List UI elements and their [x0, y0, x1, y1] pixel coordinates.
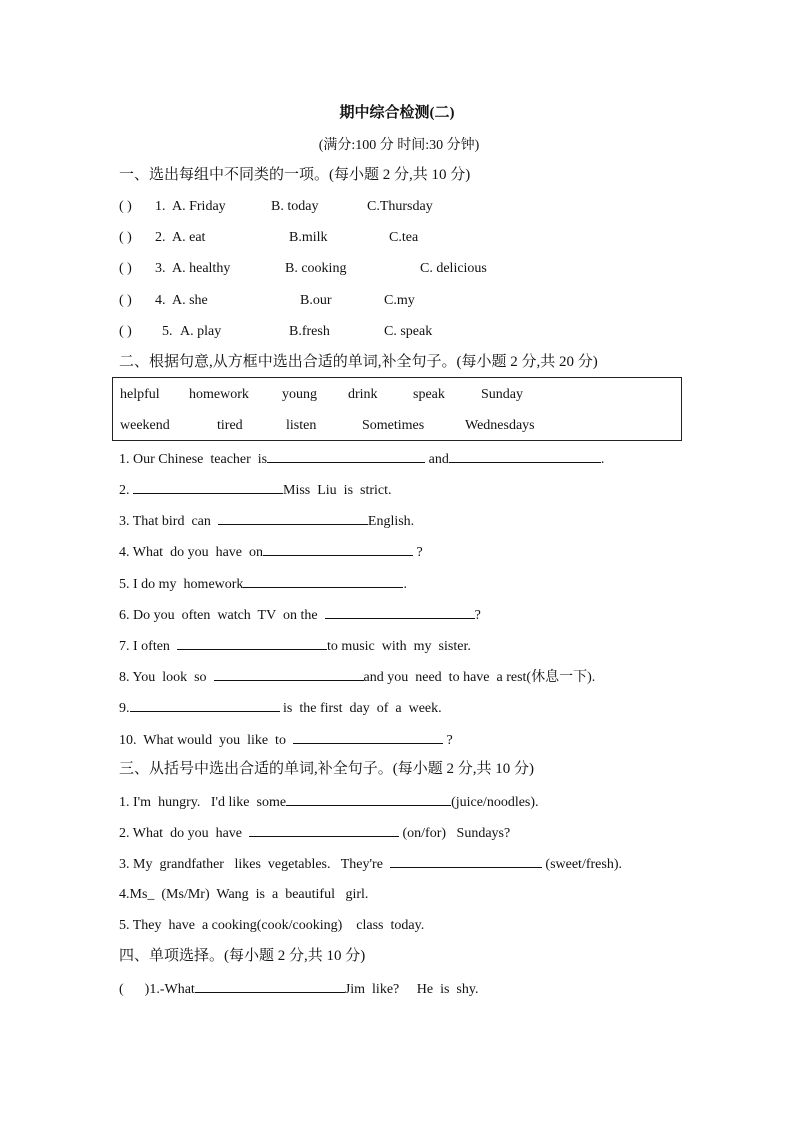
sentence-text: ? — [474, 608, 481, 623]
word-bank-item: homework — [189, 387, 249, 402]
sentence-text: 5. I do my homework — [119, 577, 244, 592]
answer-blank[interactable] — [214, 667, 364, 681]
choice-a: A. she — [172, 293, 208, 308]
section3-heading: 三、从括号中选出合适的单词,补全句子。(每小题 2 分,共 10 分) — [119, 761, 534, 777]
answer-paren[interactable]: ( ) — [119, 199, 132, 214]
answer-blank[interactable] — [133, 480, 283, 494]
answer-paren[interactable]: ( ) — [119, 230, 132, 245]
sentence-text: 9. — [119, 701, 130, 716]
item-number: 1. — [155, 199, 166, 214]
section3-sentence-5: 5. They have a cooking(cook/cooking) class today. — [119, 918, 425, 933]
word-bank-item: tired — [217, 418, 243, 433]
section1-heading: 一、选出每组中不同类的一项。(每小题 2 分,共 10 分) — [119, 167, 471, 183]
sentence-text: 8. You look so — [119, 670, 214, 685]
section2-heading: 二、根据句意,从方框中选出合适的单词,补全句子。(每小题 2 分,共 20 分) — [119, 354, 598, 370]
section3-sentence-3 — [119, 854, 622, 874]
answer-paren[interactable]: ( ) — [119, 293, 132, 308]
item-number: 4. — [155, 293, 166, 308]
answer-paren[interactable]: ( ) — [119, 261, 132, 276]
sentence-text: ? — [413, 545, 423, 560]
choice-b: B.fresh — [289, 324, 330, 339]
answer-blank[interactable] — [390, 854, 542, 868]
word-bank-item: drink — [348, 387, 378, 402]
sentence-text: 3. That bird can — [119, 514, 218, 529]
word-bank-item: young — [282, 387, 317, 402]
sentence-text: and — [425, 452, 449, 467]
section2-sentence-7 — [119, 636, 471, 656]
section2-sentence-2 — [119, 480, 392, 500]
sentence-text: 4. What do you have on — [119, 545, 263, 560]
item-number: 3. — [155, 261, 166, 276]
word-bank-item: speak — [413, 387, 445, 402]
sentence-text: (on/for) Sundays? — [399, 826, 511, 841]
answer-blank[interactable] — [218, 511, 368, 525]
section4-heading: 四、单项选择。(每小题 2 分,共 10 分) — [119, 948, 366, 964]
answer-blank[interactable] — [249, 823, 399, 837]
choice-b: B.our — [300, 293, 332, 308]
answer-blank[interactable] — [325, 605, 475, 619]
word-bank-item: weekend — [120, 418, 170, 433]
section2-sentence-1 — [119, 449, 604, 469]
section3-sentence-1 — [119, 792, 539, 812]
sentence-text: and you need to have a rest(休息一下). — [363, 670, 596, 685]
answer-blank[interactable] — [449, 449, 601, 463]
word-bank-item: Sometimes — [362, 418, 425, 433]
answer-blank[interactable] — [130, 698, 280, 712]
word-bank-box — [112, 377, 682, 441]
choice-c: C. speak — [384, 324, 433, 339]
choice-b: B. cooking — [285, 261, 347, 276]
choice-a: A. eat — [172, 230, 206, 245]
sentence-text: (juice/noodles). — [451, 795, 539, 810]
answer-blank[interactable] — [195, 979, 345, 993]
sentence-text: (sweet/fresh). — [541, 857, 622, 872]
sentence-text: is the first day of a week. — [279, 701, 442, 716]
sentence-text: 3. My grandfather likes vegetables. They're — [119, 857, 390, 872]
word-bank-item: listen — [286, 418, 317, 433]
section2-sentence-4 — [119, 542, 423, 562]
section4-question-1 — [119, 979, 478, 999]
sentence-text: English. — [367, 514, 415, 529]
section3-sentence-2 — [119, 823, 510, 843]
choice-b: B. today — [271, 199, 319, 214]
choice-c: C. delicious — [420, 261, 487, 276]
page-title: 期中综合检测(二) — [339, 105, 455, 121]
choice-b: B.milk — [289, 230, 328, 245]
section3-sentence-4: 4.Ms_ (Ms/Mr) Wang is a beautiful girl. — [119, 887, 369, 902]
sentence-text: 1. Our Chinese teacher is — [119, 452, 268, 467]
question-text: ( )1.-What — [119, 982, 195, 997]
word-bank-item: Wednesdays — [465, 418, 535, 433]
section2-sentence-5 — [119, 574, 407, 594]
sentence-text: 6. Do you often watch TV on the — [119, 608, 325, 623]
answer-blank[interactable] — [243, 574, 403, 588]
sentence-text: 10. What would you like to — [119, 733, 293, 748]
answer-blank[interactable] — [293, 730, 443, 744]
answer-paren[interactable]: ( ) — [119, 324, 132, 339]
answer-blank[interactable] — [286, 792, 451, 806]
item-number: 2. — [155, 230, 166, 245]
section2-sentence-8 — [119, 667, 595, 687]
sentence-text: to music with my sister. — [326, 639, 471, 654]
word-bank-item: Sunday — [481, 387, 523, 402]
sentence-text: 7. I often — [119, 639, 177, 654]
sentence-text: 2. What do you have — [119, 826, 249, 841]
section2-sentence-10 — [119, 730, 453, 750]
answer-blank[interactable] — [177, 636, 327, 650]
choice-c: C.tea — [389, 230, 419, 245]
sentence-text: 1. I'm hungry. I'd like some — [119, 795, 287, 810]
choice-c: C.Thursday — [367, 199, 433, 214]
page-subtitle: (满分:100 分 时间:30 分钟) — [318, 138, 480, 153]
sentence-text: . — [600, 452, 605, 467]
answer-blank[interactable] — [263, 542, 413, 556]
sentence-text: 2. — [119, 483, 133, 498]
section2-sentence-9 — [119, 698, 442, 718]
answer-blank[interactable] — [267, 449, 425, 463]
sentence-text: . — [403, 577, 407, 592]
choice-c: C.my — [384, 293, 415, 308]
sentence-text: Miss Liu is strict. — [283, 483, 392, 498]
choice-a: A. healthy — [172, 261, 231, 276]
section2-sentence-3 — [119, 511, 414, 531]
choice-a: A. play — [180, 324, 222, 339]
section2-sentence-6 — [119, 605, 481, 625]
word-bank-item: helpful — [120, 387, 160, 402]
item-number: 5. — [162, 324, 173, 339]
sentence-text: ? — [442, 733, 453, 748]
question-text: Jim like? He is shy. — [344, 982, 479, 997]
choice-a: A. Friday — [172, 199, 226, 214]
